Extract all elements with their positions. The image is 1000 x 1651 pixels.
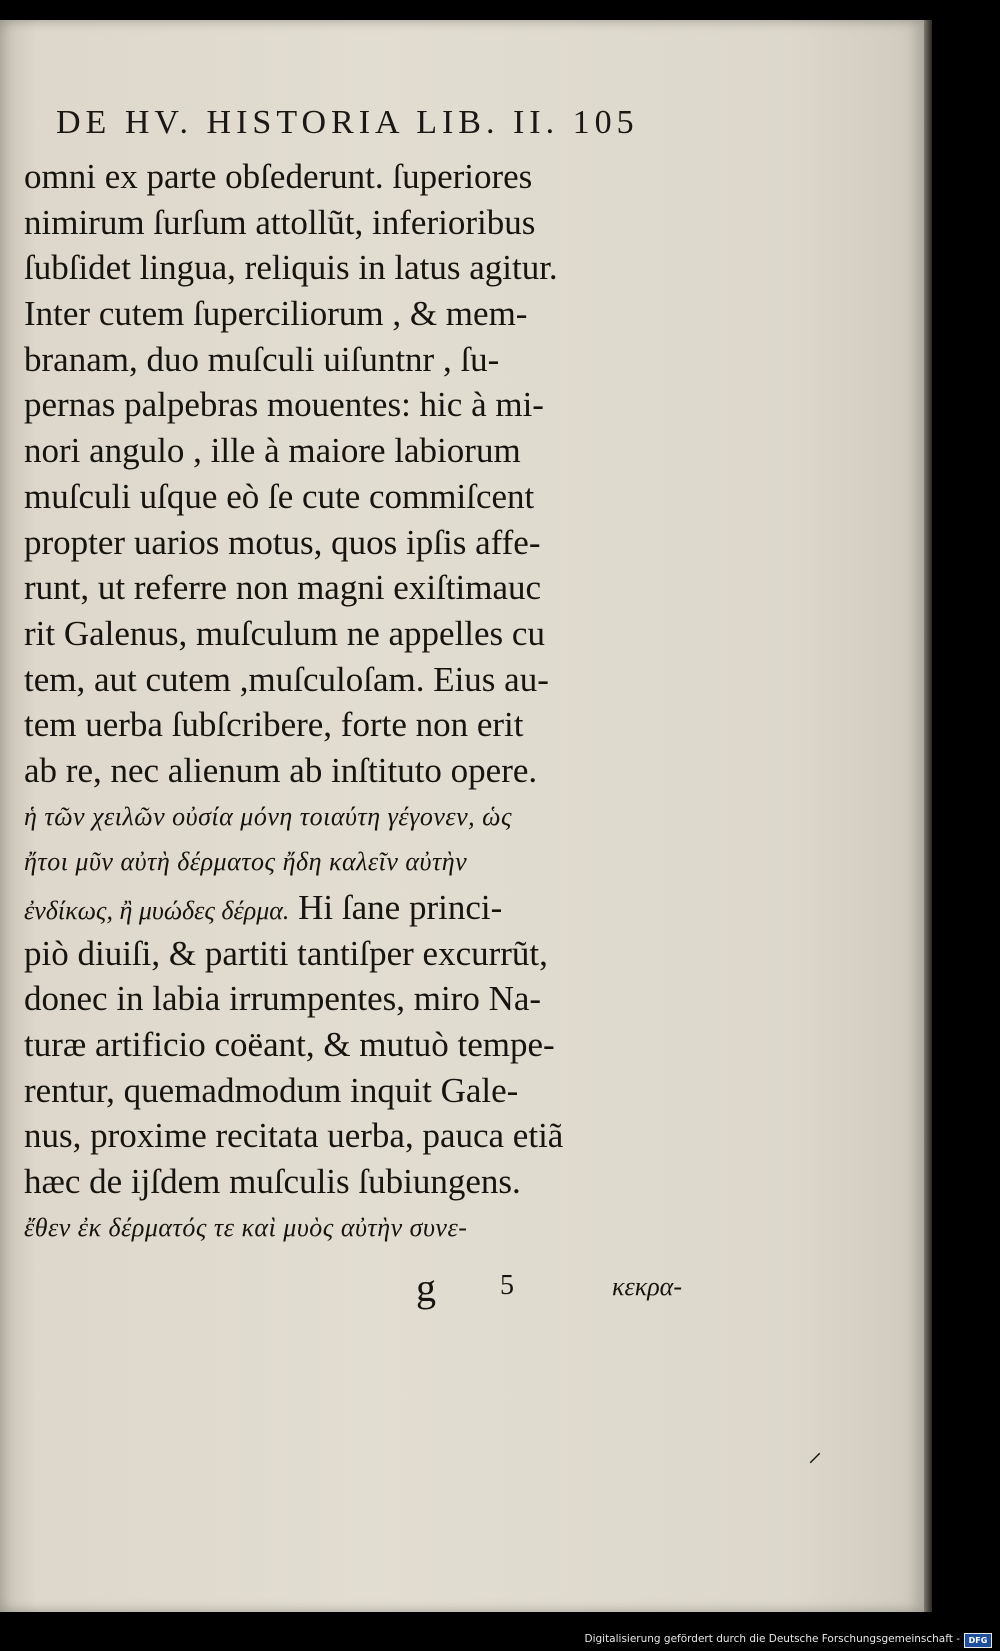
text-line: turæ artificio coëant, & mutuò tempe- [24, 1025, 555, 1065]
text-line: donec in labia irrumpentes, miro Na- [24, 979, 542, 1019]
page-edge [924, 20, 932, 1612]
text-line: rit Galenus, muſculum ne appelles cu [24, 613, 545, 653]
text-line: piò diuiſi, & partiti tantiſper excurrũt, [24, 933, 548, 973]
text-line [24, 885, 714, 931]
signature-mark: g [416, 1265, 436, 1310]
text-line: ἔθεν ἐκ δέρματός τε καὶ μυὸς αὐτὴν συνε- [24, 1212, 468, 1242]
text-line: nus, proxime recitata uerba, pauca etiã [24, 1116, 564, 1156]
signature-number: 5 [500, 1270, 514, 1301]
text-line: branam, duo muſculi uiſuntnr , ſu- [24, 339, 500, 379]
text-line: ab re, nec alienum ab inſtituto opere. [24, 750, 538, 790]
text-line: ſubſidet lingua, reliquis in latus agitur. [24, 248, 558, 288]
text-line: ἤτοι μῦν αὐτὴ δέρματος ἤδη καλεῖν αὐτὴν [24, 847, 468, 877]
footer-credit: Digitalisierung gefördert durch die Deutsche Forschungsgemeinschaft - [584, 1633, 960, 1645]
body-text [24, 154, 714, 1251]
latin-segment: Hi ſane princi- [289, 888, 503, 927]
text-line: ἡ τῶν χειλῶν οὐσία μόνη τοιαύτη γέγονεν, ὡς [24, 801, 513, 831]
text-line: nimirum ſurſum attollũt, inferioribus [24, 202, 536, 242]
catchword: κεκρα- [612, 1272, 682, 1301]
text-line: pernas palpebras mouentes: hic à mi- [24, 385, 544, 425]
text-line: muſculi uſque eò ſe cute commiſcent [24, 476, 535, 516]
text-line: propter uarios motus, quos ipſis affe- [24, 522, 541, 562]
text-line: tem uerba ſubſcribere, forte non erit [24, 705, 524, 745]
text-line: nori angulo , ille à maiore labiorum [24, 431, 521, 471]
dfg-logo: DFG [964, 1633, 992, 1648]
running-head: DE HV. HISTORIA LIB. II. 105 [56, 104, 639, 141]
text-line: Inter cutem ſuperciliorum , & mem- [24, 294, 528, 334]
text-line: runt, ut referre non magni exiſtimauc [24, 568, 542, 608]
text-line: omni ex parte obſederunt. ſuperiores [24, 157, 533, 196]
margin-mark: ⸝ [808, 1435, 823, 1468]
text-line: rentur, quemadmodum inquit Gale- [24, 1070, 519, 1110]
greek-segment: ἐνδίκως, ἢ μυώδες δέρμα. [24, 896, 290, 925]
text-line: tem, aut cutem ,muſculoſam. Eius au- [24, 659, 549, 699]
text-line: hæc de ijſdem muſculis ſubiungens. [24, 1162, 521, 1202]
